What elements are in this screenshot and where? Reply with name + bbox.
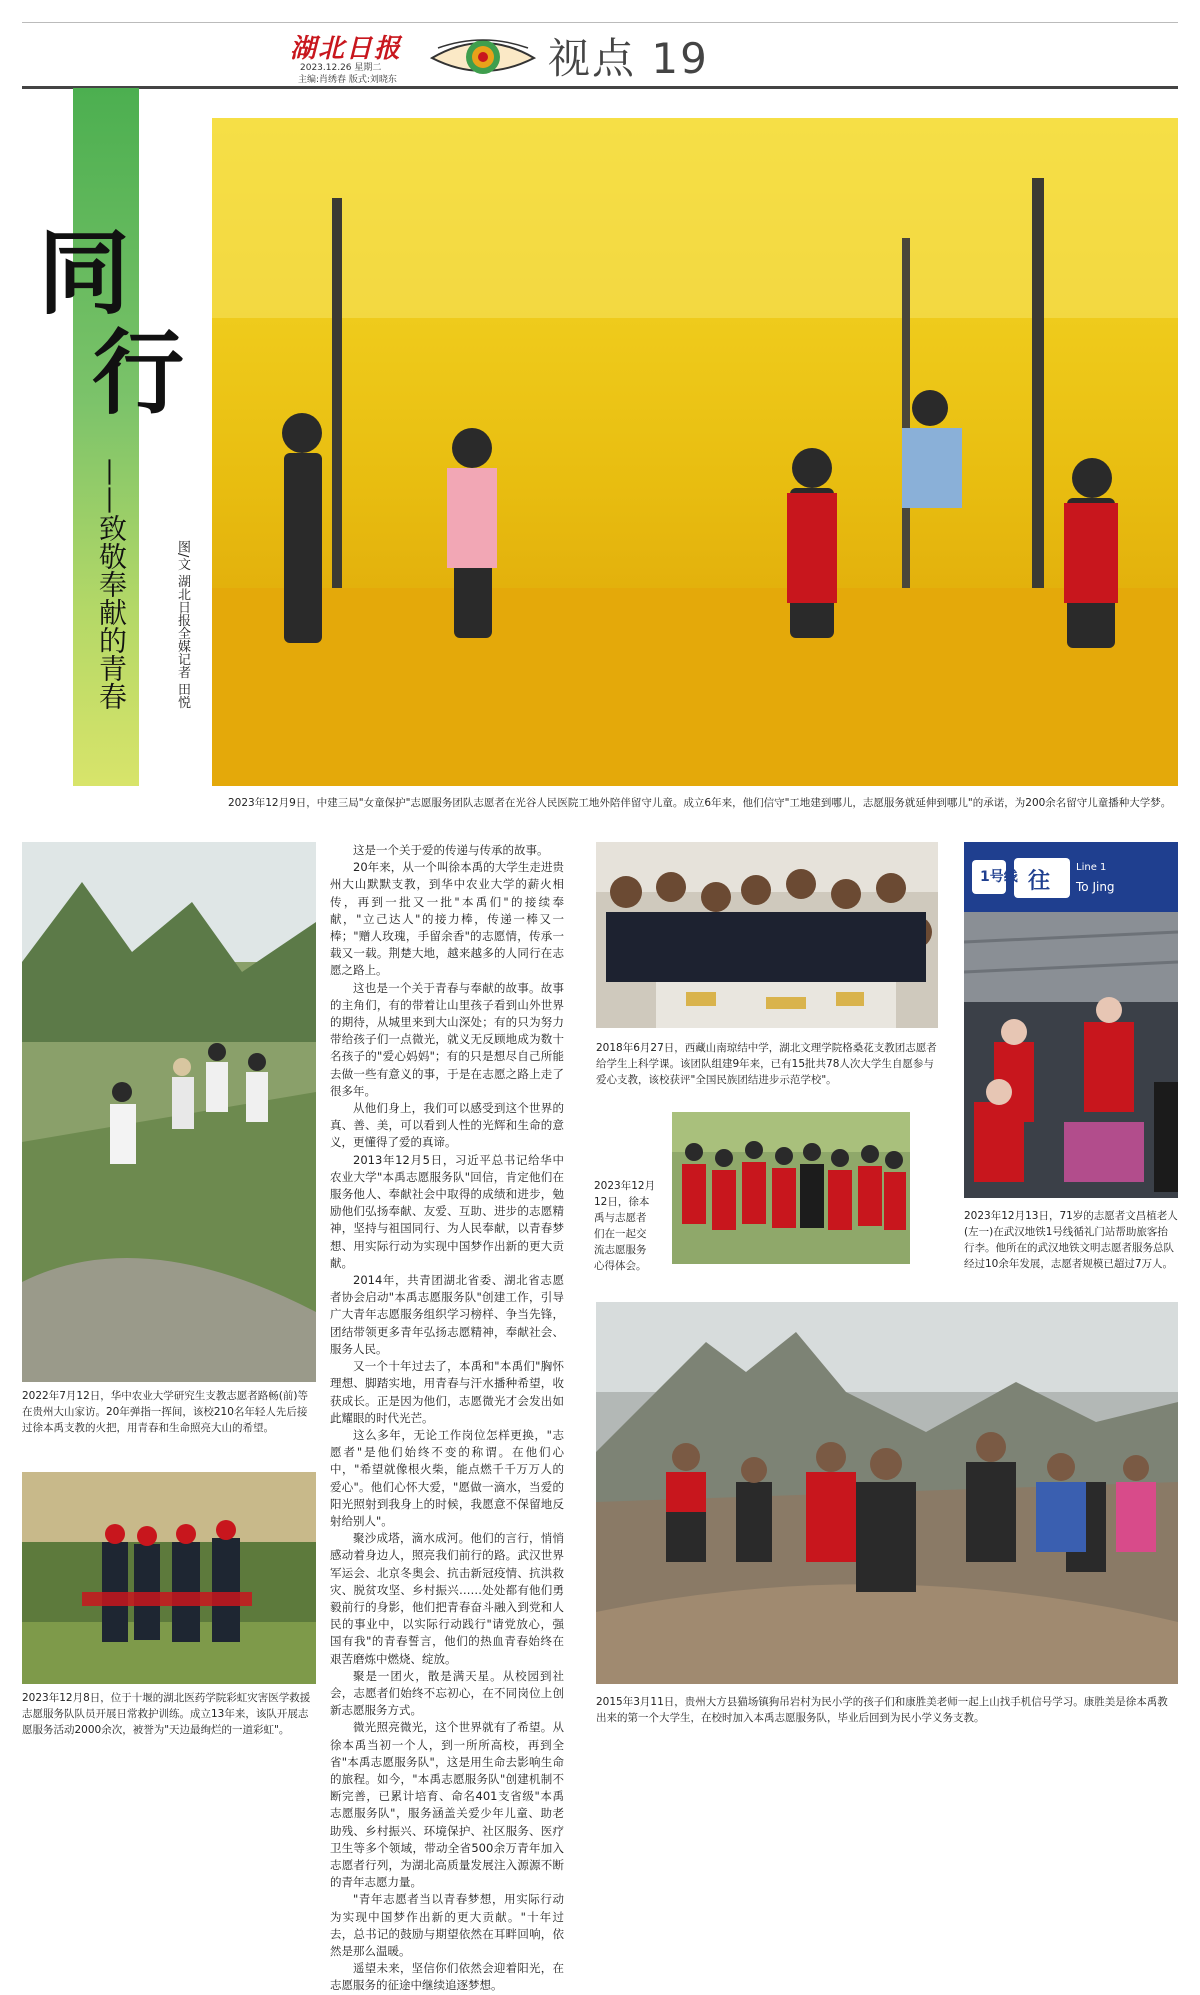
photo-rescue-training xyxy=(22,1472,316,1684)
metro-sign-to: 往 xyxy=(1028,869,1051,894)
article-paragraph: 2013年12月5日，习近平总书记给华中农业大学"本禹志愿服务队"回信，肯定他们在服务他人、奉献社会中取得的成绩和进步，勉励他们弘扬奉献、友爱、互助、进步的志愿精神，坚持与祖国同行、为人民奉献，以青春梦想、用实际行动为实现中国梦作出新的更大贡献。 xyxy=(330,1152,564,1270)
editors-line: 主编:肖绣春 版式:刘晓东 xyxy=(298,75,397,85)
title-char-tong: 同 xyxy=(38,219,131,327)
caption-classroom: 2018年6月27日，西藏山南琼结中学，湖北文理学院格桑花支教团志愿者给学生上科学课。该团队组建9年来，已有15批共78人次大学生自愿参与爱心支教，该校获评"全国民族团结进步示范学校"。 xyxy=(596,1042,937,1086)
article-paragraph: 这是一个关于爱的传递与传承的故事。 xyxy=(353,843,549,857)
article-paragraph: 2014年，共青团湖北省委、湖北省志愿者协会启动"本禹志愿服务队"创建工作，引导广大青年志愿服务组织学习榜样、争当先锋，团结带领更多青年弘扬志愿精神，奉献社会、服务人民。 xyxy=(330,1273,564,1356)
masthead-rule xyxy=(22,86,1178,89)
photo-children-running xyxy=(596,1302,1178,1684)
article-paragraph: 微光照亮微光，这个世界就有了希望。从徐本禹当初一个人，到一所所高校，再到全省"本禹志愿服务队"，这是用生命去影响生命的旅程。如今，"本禹志愿服务队"创建机制不断完善，已累计培育、命名401支省级"本禹志愿服务队"，服务涵盖关爱少年儿童、助老助残、乡村振兴、环境保护、社区服务、医疗卫生等多个领域，带动全省500余万青年加入志愿者行列，为湖北高质量发展注入源源不断的青年志愿力量。 xyxy=(330,1720,564,1890)
article-paragraph: 遥望未来，坚信你们依然会迎着阳光，在志愿服务的征途中继续追逐梦想。 xyxy=(330,1961,564,1993)
caption-mountain: 2022年7月12日，华中农业大学研究生支教志愿者路畅(前)等在贵州大山家访。20年弹指一挥间，该校210名年轻人先后接过徐本禹支教的火把，用青春和生命照亮大山的希望。 xyxy=(22,1390,308,1434)
issue-date: 2023.12.26 星期二 xyxy=(300,63,382,73)
metro-sign-line-en: Line 1 xyxy=(1076,862,1107,873)
photo-tibet-classroom xyxy=(596,842,938,1028)
caption-group: 2023年12月12日，徐本禹与志愿者们在一起交流志愿服务心得体会。 xyxy=(594,1180,656,1272)
article-paragraph: 聚沙成塔，滴水成河。他们的言行，悄悄感动着身边人，照亮我们前行的路。武汉世界军运会、北京冬奥会、抗击新冠疫情、抗洪救灾、脱贫攻坚、乡村振兴……处处都有他们勇毅前行的身影，他们把青春奋斗融入到党和人民的事业中，以实际行动践行"请党放心，强国有我"的青春誓言，他们的热血青春始终在艰苦磨炼中燃烧、绽放。 xyxy=(330,1531,564,1666)
title-char-xing: 行 xyxy=(92,319,185,427)
article-paragraph: 这么多年，无论工作岗位怎样更换，"志愿者"是他们始终不变的称谓。在他们心中，"希望就像根火柴，能点燃千千万万人的爱心"。他们心怀大爱，"愿做一滴水，当爱的阳光照射到我身上的时候，我愿意不保留地反射给别人"。 xyxy=(330,1427,564,1528)
article-paragraph: 从他们身上，我们可以感受到这个世界的真、善、美，可以看到人性的光辉和生命的意义，更懂得了爱的真谛。 xyxy=(330,1101,564,1150)
metro-sign-to-en: To Jing xyxy=(1076,880,1115,894)
article-paragraph: 又一个十年过去了，本禹和"本禹们"胸怀理想、脚踏实地，用青春与汗水播种希望，收获成长。正是因为他们，志愿微光才会发出如此耀眼的时代光芒。 xyxy=(330,1359,564,1425)
caption-children: 2015年3月11日，贵州大方县猫场镇狗吊岩村为民小学的孩子们和康胜美老师一起上山找手机信号学习。康胜美是徐本禹教出来的第一个大学生，在校时加入本禹志愿服务队，毕业后回到为民小学义务支教。 xyxy=(596,1696,1168,1724)
caption-metro: 2023年12月13日，71岁的志愿者文昌植老人(左一)在武汉地铁1号线循礼门站帮助旅客抬行李。他所在的武汉地铁文明志愿者服务总队经过10余年发展，志愿者规模已超过7万人。 xyxy=(964,1210,1178,1270)
article-paragraph: 聚是一团火，散是满天星。从校园到社会，志愿者们始终不忘初心，在不同岗位上创新志愿服务方式。 xyxy=(330,1668,564,1718)
article-paragraph: 20年来，从一个叫徐本禹的大学生走进贵州大山默默支教，到华中农业大学的薪火相传，再到一批又一批"本禹们"的接续奉献，"立己达人"的接力棒，传递一棒又一棒；"赠人玫瑰，手留余香"的志愿情，传承一载又一载。荆楚大地，越来越多的人同行在志愿之路上。 xyxy=(330,860,564,978)
article-paragraph: 这也是一个关于青春与奉献的故事。故事的主角们，有的带着让山里孩子看到山外世界的期待，从城里来到大山深处；有的只为努力带给孩子们一点微光，就义无反顾地成为数十名孩子的"爱心妈妈"；有的只是想尽自己所能去做一些有意义的事，于是在志愿之路上走了很多年。 xyxy=(330,980,564,1098)
photo-volunteer-group xyxy=(672,1112,910,1264)
feature-subtitle: ——致敬奉献的青春 xyxy=(95,458,128,710)
metro-sign-line: 1号线 xyxy=(980,869,1018,885)
main-photo-ginkgo xyxy=(212,118,1178,786)
photo-mountain-visit xyxy=(22,842,316,1382)
caption-main: 2023年12月9日，中建三局"女童保护"志愿服务团队志愿者在光谷人民医院工地外陪伴留守儿童。成立6年来，他们信守"工地建到哪儿，志愿服务就延伸到哪儿"的承诺，为200余名留守儿童播种大学梦。 xyxy=(228,797,1172,809)
photo-metro-station xyxy=(964,842,1178,1198)
section-title: 视点 19 xyxy=(548,34,709,83)
eye-icon xyxy=(428,34,538,80)
caption-rescue: 2023年12月8日，位于十堰的湖北医药学院彩虹灾害医学救援志愿服务队队员开展日常救护训练。成立13年来，该队开展志愿服务活动2000余次，被誉为"天边最绚烂的一道彩虹"。 xyxy=(22,1692,311,1736)
newspaper-logo: 湖北日报 xyxy=(290,34,403,64)
article-paragraph: "青年志愿者当以青春梦想，用实际行动为实现中国梦作出新的更大贡献。"十年过去，总书记的鼓励与期望依然在耳畔回响，依然是那么温暖。 xyxy=(330,1892,564,1958)
article-body xyxy=(330,842,564,1995)
top-rule xyxy=(22,22,1178,23)
feature-byline: 图/文 湖北日报全媒记者 田悦 xyxy=(175,540,190,709)
